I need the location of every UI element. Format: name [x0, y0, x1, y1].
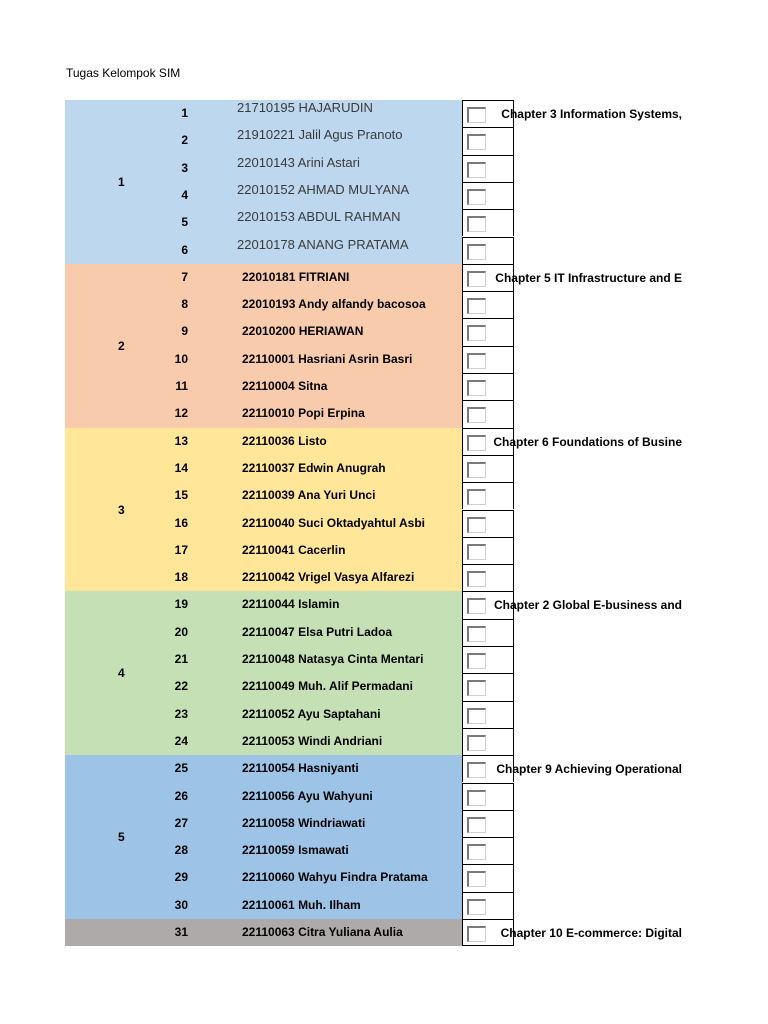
- member-number: 31: [174, 925, 188, 939]
- checkbox-cell: [462, 892, 514, 919]
- member-name: 22110040 Suci Oktadyahtul Asbi: [242, 515, 425, 530]
- checkbox-cell: [462, 728, 514, 755]
- group-number: 5: [118, 830, 125, 845]
- checkbox-cell: [462, 510, 514, 537]
- chapter-assignment: Chapter 9 Achieving Operational: [496, 762, 682, 777]
- checkbox-cell: [462, 291, 514, 318]
- member-name: 22110047 Elsa Putri Ladoa: [242, 624, 393, 639]
- member-checkbox[interactable]: [467, 489, 486, 505]
- group-number: 3: [118, 502, 125, 517]
- member-checkbox[interactable]: [467, 680, 486, 696]
- checkbox-cell: [462, 646, 514, 673]
- member-name: 22110044 Islamin: [242, 597, 340, 612]
- member-number: 30: [174, 897, 188, 912]
- member-name: 22110010 Popi Erpina: [242, 406, 365, 421]
- chapter-assignment: Chapter 2 Global E-business and: [493, 598, 682, 613]
- checkbox-cell: [462, 673, 514, 700]
- member-checkbox[interactable]: [467, 871, 486, 887]
- member-checkbox[interactable]: [467, 926, 486, 942]
- member-checkbox[interactable]: [467, 899, 486, 915]
- member-checkbox[interactable]: [467, 162, 486, 178]
- member-name: 22010153 ABDUL RAHMAN: [237, 209, 401, 225]
- member-number: 11: [175, 379, 188, 393]
- member-checkbox[interactable]: [467, 407, 486, 423]
- member-number: 13: [174, 433, 188, 448]
- member-name: 22110036 Listo: [242, 433, 327, 448]
- member-name: 22110056 Ayu Wahyuni: [242, 788, 373, 803]
- member-number: 21: [174, 652, 188, 666]
- member-number: 5: [181, 215, 188, 230]
- member-number: 16: [174, 515, 188, 530]
- chapter-assignment: Chapter 5 IT Infrastructure and E: [495, 270, 682, 285]
- member-checkbox[interactable]: [467, 325, 486, 341]
- member-number: 12: [174, 406, 188, 421]
- member-checkbox[interactable]: [467, 216, 486, 232]
- member-name: 21910221 Jalil Agus Pranoto: [237, 127, 403, 143]
- member-number: 3: [181, 160, 188, 175]
- member-number: 19: [174, 597, 188, 612]
- member-checkbox[interactable]: [467, 353, 486, 369]
- member-checkbox[interactable]: [467, 271, 486, 287]
- member-name: 22110001 Hasriani Asrin Basri: [242, 351, 413, 366]
- checkbox-cell: [462, 400, 514, 427]
- member-name: 22110053 Windi Andriani: [242, 733, 383, 748]
- member-name: 22110063 Citra Yuliana Aulia: [242, 925, 403, 939]
- member-checkbox[interactable]: [467, 380, 486, 396]
- chapter-assignment: Chapter 3 Information Systems,: [501, 107, 682, 121]
- member-checkbox[interactable]: [467, 462, 486, 478]
- checkbox-cell: [462, 155, 514, 182]
- member-checkbox[interactable]: [467, 435, 486, 451]
- member-name: 22110039 Ana Yuri Unci: [242, 488, 376, 503]
- member-name: 22110037 Edwin Anugrah: [242, 460, 386, 475]
- member-name: 22110004 Sitna: [242, 379, 328, 393]
- member-name: 22110042 Vrigel Vasya Alfarezi: [242, 570, 415, 585]
- checkbox-cell: [462, 564, 514, 591]
- checkbox-cell: [462, 864, 514, 891]
- member-number: 4: [181, 187, 188, 202]
- member-number: 10: [174, 351, 188, 366]
- group-number: 2: [118, 338, 125, 353]
- checkbox-cell: [462, 701, 514, 728]
- checkbox-cell: [462, 127, 514, 154]
- member-number: 22: [174, 679, 188, 694]
- member-name: 22110058 Windriawati: [242, 815, 366, 830]
- member-checkbox[interactable]: [467, 244, 486, 260]
- member-name: 22110048 Natasya Cinta Mentari: [242, 652, 424, 666]
- member-number: 14: [174, 460, 188, 475]
- member-number: 15: [174, 488, 188, 503]
- member-name: 22110060 Wahyu Findra Pratama: [242, 870, 428, 885]
- checkbox-cell: [462, 810, 514, 837]
- member-number: 28: [174, 843, 188, 858]
- member-number: 24: [174, 733, 188, 748]
- member-checkbox[interactable]: [467, 134, 486, 150]
- member-number: 7: [181, 269, 188, 284]
- member-number: 25: [174, 761, 188, 776]
- group-number: 4: [118, 666, 125, 681]
- member-checkbox[interactable]: [467, 544, 486, 560]
- member-number: 2: [181, 133, 188, 148]
- member-name: 21710195 HAJARUDIN: [237, 100, 373, 115]
- member-number: 17: [174, 542, 188, 557]
- checkbox-cell: [462, 209, 514, 236]
- member-name: 22110061 Muh. Ilham: [242, 897, 361, 912]
- member-name: 22010181 FITRIANI: [242, 269, 350, 284]
- member-checkbox[interactable]: [467, 298, 486, 314]
- checkbox-cell: [462, 537, 514, 564]
- member-checkbox[interactable]: [467, 653, 486, 669]
- member-checkbox[interactable]: [467, 844, 486, 860]
- member-number: 9: [181, 324, 188, 339]
- checkbox-cell: [462, 783, 514, 810]
- member-name: 22110052 Ayu Saptahani: [242, 706, 381, 721]
- checkbox-cell: [462, 346, 514, 373]
- member-number: 18: [174, 570, 188, 585]
- member-number: 26: [174, 788, 188, 803]
- member-name: 22010152 AHMAD MULYANA: [237, 181, 410, 197]
- member-checkbox[interactable]: [467, 762, 486, 778]
- member-name: 22010143 Arini Astari: [237, 154, 360, 170]
- member-number: 20: [174, 624, 188, 639]
- member-checkbox[interactable]: [467, 107, 486, 123]
- member-name: 22110041 Cacerlin: [242, 542, 346, 557]
- member-checkbox[interactable]: [467, 189, 486, 205]
- member-number: 23: [174, 706, 188, 721]
- member-name: 22010193 Andy alfandy bacosoa: [242, 297, 426, 312]
- member-number: 27: [174, 815, 188, 830]
- member-number: 6: [181, 242, 188, 257]
- checkbox-cell: [462, 373, 514, 400]
- member-checkbox[interactable]: [467, 517, 486, 533]
- checkbox-cell: [462, 482, 514, 509]
- checkbox-cell: [462, 318, 514, 345]
- member-name: 22110059 Ismawati: [242, 843, 349, 858]
- member-checkbox[interactable]: [467, 571, 486, 587]
- member-name: 22110054 Hasniyanti: [242, 761, 359, 776]
- checkbox-cell: [462, 237, 514, 264]
- member-checkbox[interactable]: [467, 817, 486, 833]
- member-name: 22110049 Muh. Alif Permadani: [242, 679, 413, 694]
- member-checkbox[interactable]: [467, 790, 486, 806]
- checkbox-cell: [462, 837, 514, 864]
- member-name: 22010178 ANANG PRATAMA: [237, 236, 409, 252]
- member-checkbox[interactable]: [467, 598, 486, 614]
- checkbox-cell: [462, 619, 514, 646]
- chapter-assignment: Chapter 10 E-commerce: Digital: [500, 926, 682, 940]
- chapter-assignment: Chapter 6 Foundations of Busine: [493, 434, 682, 449]
- member-number: 29: [174, 870, 188, 885]
- member-name: 22010200 HERIAWAN: [242, 324, 364, 339]
- member-checkbox[interactable]: [467, 626, 486, 642]
- checkbox-cell: [462, 182, 514, 209]
- member-number: 8: [181, 297, 188, 312]
- group-number: 1: [118, 174, 125, 189]
- checkbox-cell: [462, 455, 514, 482]
- member-checkbox[interactable]: [467, 735, 486, 751]
- member-checkbox[interactable]: [467, 708, 486, 724]
- member-number: 1: [181, 106, 188, 120]
- sheet-title: Tugas Kelompok SIM: [66, 66, 181, 80]
